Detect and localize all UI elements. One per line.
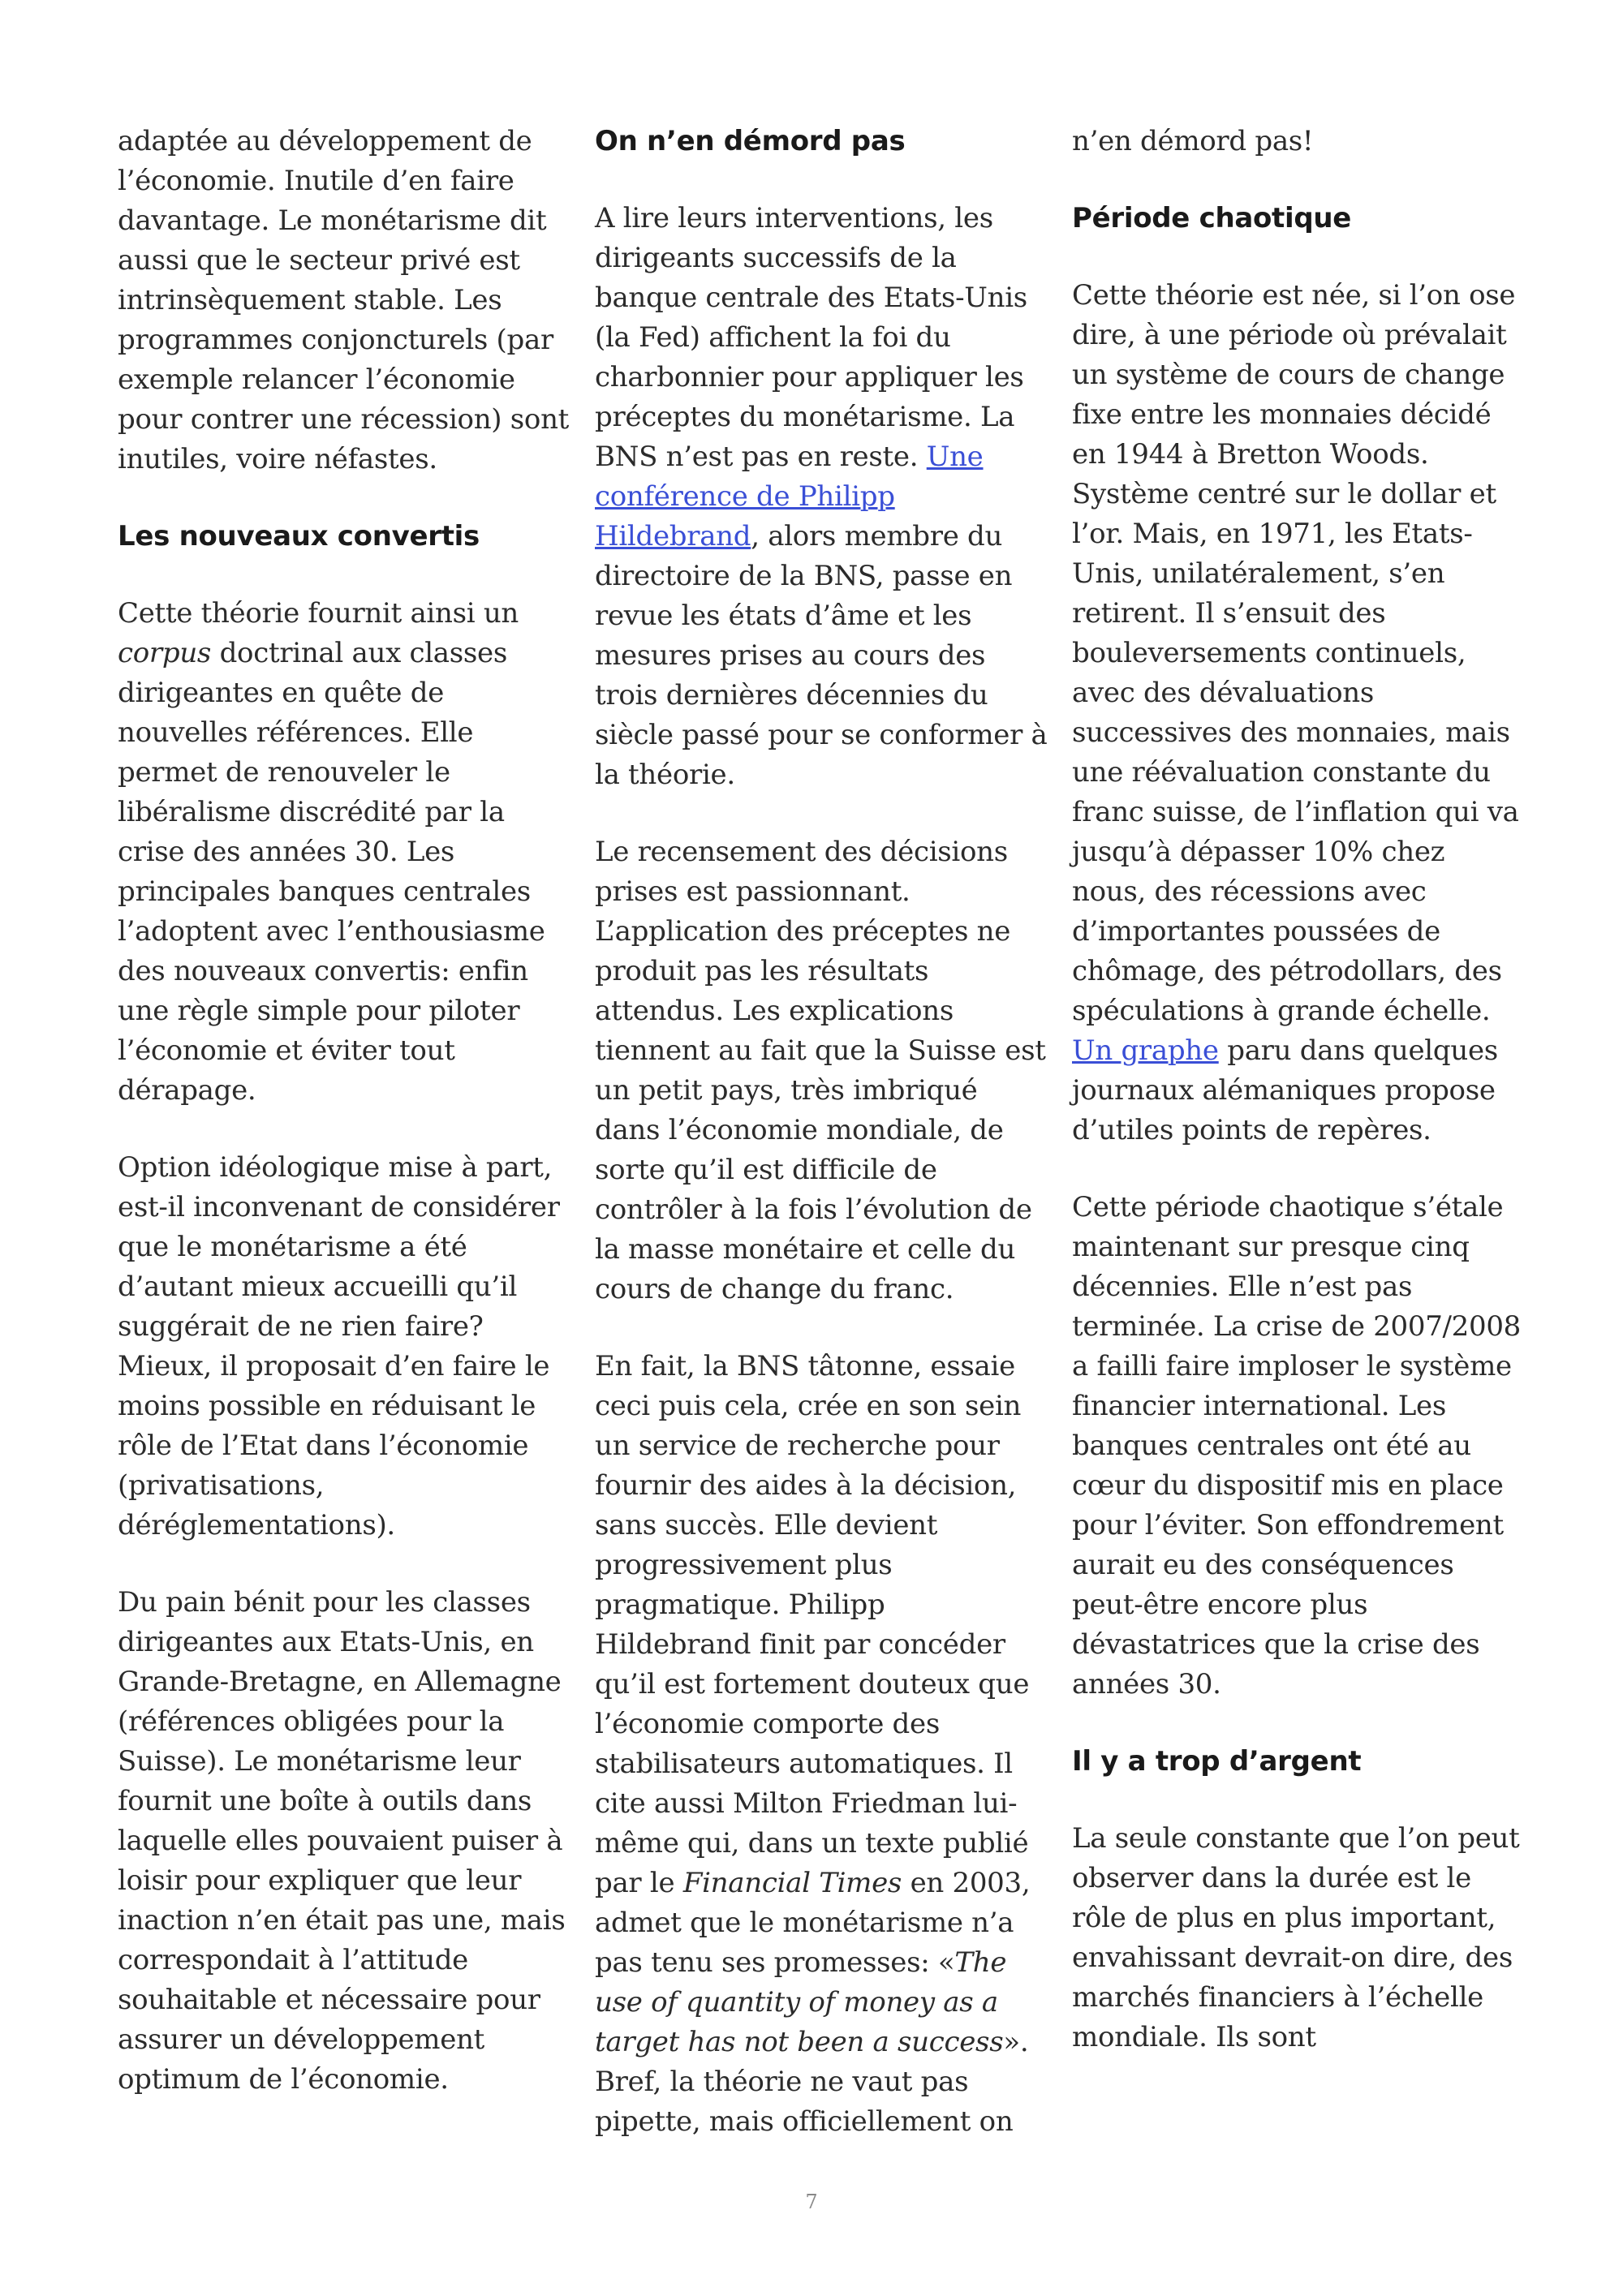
- text-span: doctrinal aux classes dirigeantes en quête de nouvelles références. Elle permet de renouveler le libéralisme discrédité par la crise des années 30. Les principales banques centrales l’adoptent avec l’enthousiasme des nouveaux convertis: enfin une règle simple pour piloter l’économie et éviter tout dérapage.: [118, 637, 545, 1107]
- italic-text: The use of quantity of money as a target has not been a success: [595, 1946, 1007, 2058]
- paragraph: [118, 1148, 572, 1546]
- paragraph: [595, 1347, 1049, 2142]
- section-heading: Il y a trop d’argent: [1072, 1745, 1362, 1778]
- text-span: en 2003, admet que le monétarisme n’a pas tenu ses promesses: «: [595, 1867, 1031, 1979]
- text-span: Du pain bénit pour les classes dirigeantes aux Etats-Unis, en Grande-Bretagne, en Allemagne (références obligées pour la Suisse). Le monétarisme leur fournit une boîte à outils dans laquelle elles pouvaient puiser à loisir pour expliquer que leur inaction n’en était pas une, mais correspondait à l’attitude souhaitable et nécessaire pour assurer un développement optimum de l’économie.: [118, 1586, 566, 2096]
- text-span: Le recensement des décisions prises est passionnant. L’application des préceptes ne produit pas les résultats attendus. Les explications tiennent au fait que la Suisse est un petit pays, très imbriqué dans l’économie mondiale, de sorte qu’il est difficile de contrôler à la fois l’évolution de la masse monétaire et celle du cours de change du franc.: [595, 836, 1046, 1305]
- paragraph: [118, 594, 572, 1111]
- inline-link[interactable]: Un graphe: [1072, 1034, 1219, 1067]
- text-span: ». Bref, la théorie ne vaut pas pipette, mais officiellement on: [595, 2026, 1029, 2138]
- text-span: Cette théorie fournit ainsi un: [118, 597, 519, 630]
- paragraph: [1072, 276, 1526, 1150]
- paragraph: [1072, 122, 1526, 161]
- text-span: A lire leurs interventions, les dirigeants successifs de la banque centrale des Etats-Unis (la Fed) affichent la foi du charbonnier pour appliquer les préceptes du monétarisme. La BNS n’est pas en reste.: [595, 202, 1027, 473]
- text-span: adaptée au développement de l’économie. Inutile d’en faire davantage. Le monétarisme dit aussi que le secteur privé est intrinsèquement stable. Les programmes conjoncturels (par exemple relancer l’économie pour contrer une récession) sont inutiles, voire néfastes.: [118, 125, 570, 475]
- text-span: La seule constante que l’on peut observer dans la durée est le rôle de plus en plus important, envahissant devrait-on dire, des marchés financiers à l’échelle mondiale. Ils sont: [1072, 1822, 1520, 2053]
- text-span: n’en démord pas!: [1072, 125, 1314, 157]
- inline-link[interactable]: Une conférence de Philipp Hildebrand: [595, 441, 984, 553]
- paragraph: [1072, 1819, 1526, 2057]
- text-column-2: [595, 122, 1049, 2179]
- text-span: En fait, la BNS tâtonne, essaie ceci puis cela, crée en son sein un service de recherche pour fournir des aides à la décision, sans succès. Elle devient progressivement plus pragmatique. Philipp Hildebrand finit par concéder qu’il est fortement douteux que l’économie comporte des stabilisateurs automatiques. Il cite aussi Milton Friedman lui-même qui, dans un texte publié par le: [595, 1350, 1030, 1899]
- paragraph: [1072, 1188, 1526, 1705]
- italic-text: corpus: [118, 637, 212, 669]
- italic-text: Financial Times: [682, 1867, 902, 1899]
- text-span: Cette théorie est née, si l’on ose dire, à une période où prévalait un système de cours de change fixe entre les monnaies décidé en 1944 à Bretton Woods. Système centré sur le dollar et l’or. Mais, en 1971, les Etats-Unis, unilatéralement, s’en retirent. Il s’ensuit des bouleversements continuels, avec des dévaluations successives des monnaies, mais une réévaluation constante du franc suisse, de l’inflation qui va jusqu’à dépasser 10% chez nous, des récessions avec d’importantes poussées de chômage, des pétrodollars, des spéculations à grande échelle.: [1072, 279, 1519, 1027]
- section-heading: Les nouveaux convertis: [118, 520, 480, 553]
- text-span: Cette période chaotique s’étale maintenant sur presque cinq décennies. Elle n’est pas terminée. La crise de 2007/2008 a failli faire imploser le système financier international. Les banques centrales ont été au cœur du dispositif mis en place pour l’éviter. Son effondrement aurait eu des conséquences peut-être encore plus dévastatrices que la crise des années 30.: [1072, 1191, 1522, 1701]
- section-heading: Période chaotique: [1072, 202, 1352, 234]
- page-number: 7: [805, 2191, 818, 2213]
- text-span: paru dans quelques journaux alémaniques propose d’utiles points de repères.: [1072, 1034, 1498, 1146]
- paragraph: [595, 832, 1049, 1309]
- paragraph: [595, 199, 1049, 795]
- text-span: Option idéologique mise à part, est-il inconvenant de considérer que le monétarisme a été d’autant mieux accueilli qu’il suggérait de ne rien faire? Mieux, il proposait d’en faire le moins possible en réduisant le rôle de l’Etat dans l’économie (privatisations, déréglementations).: [118, 1151, 560, 1541]
- text-column-3: [1072, 122, 1526, 2095]
- paragraph: [118, 122, 572, 479]
- text-column-1: [118, 122, 572, 2137]
- text-span: , alors membre du directoire de la BNS, passe en revue les états d’âme et les mesures prises au cours des trois dernières décennies du siècle passé pour se conformer à la théorie.: [595, 520, 1048, 791]
- section-heading: On n’en démord pas: [595, 125, 906, 157]
- paragraph: [118, 1583, 572, 2100]
